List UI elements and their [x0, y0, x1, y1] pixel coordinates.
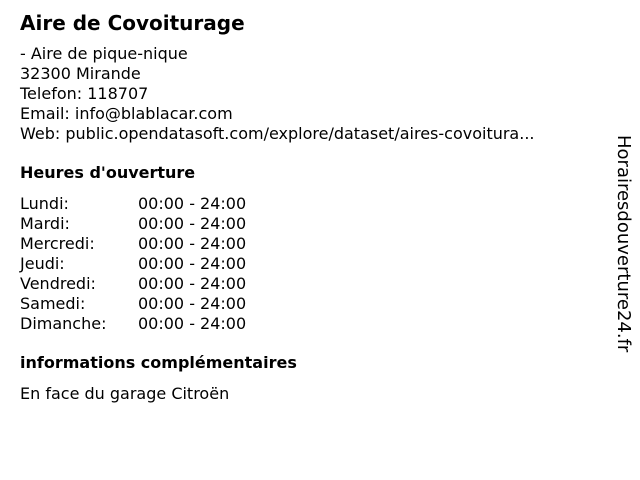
site-brand: Horairesdouverture24.fr	[613, 135, 634, 353]
hours-heading: Heures d'ouverture	[20, 163, 196, 182]
hours-row	[20, 234, 246, 254]
hours-row	[20, 194, 246, 214]
day-label: Jeudi:	[20, 254, 65, 273]
city-line: 32300 Mirande	[20, 64, 141, 83]
address-line: - Aire de pique-nique	[20, 44, 188, 63]
day-label: Mercredi:	[20, 234, 95, 253]
hours-row	[20, 294, 246, 314]
hours-row	[20, 314, 246, 334]
phone-line: Telefon: 118707	[20, 84, 149, 103]
hours-row	[20, 274, 246, 294]
time-range: 00:00 - 24:00	[138, 314, 247, 333]
time-range: 00:00 - 24:00	[138, 234, 247, 253]
web-line: Web: public.opendatasoft.com/explore/dataset/aires-covoitura...	[20, 124, 535, 143]
hours-row	[20, 254, 246, 274]
hours-table	[20, 194, 246, 334]
hours-row	[20, 214, 246, 234]
email-line: Email: info@blablacar.com	[20, 104, 233, 123]
day-label: Mardi:	[20, 214, 70, 233]
time-range: 00:00 - 24:00	[138, 194, 247, 213]
place-card	[20, 10, 600, 404]
place-title: Aire de Covoiturage	[20, 11, 245, 35]
time-range: 00:00 - 24:00	[138, 214, 247, 233]
info-heading: informations complémentaires	[20, 353, 297, 372]
time-range: 00:00 - 24:00	[138, 274, 247, 293]
time-range: 00:00 - 24:00	[138, 254, 247, 273]
day-label: Lundi:	[20, 194, 69, 213]
day-label: Dimanche:	[20, 314, 107, 333]
info-text: En face du garage Citroën	[20, 384, 230, 403]
day-label: Vendredi:	[20, 274, 96, 293]
day-label: Samedi:	[20, 294, 86, 313]
time-range: 00:00 - 24:00	[138, 294, 247, 313]
